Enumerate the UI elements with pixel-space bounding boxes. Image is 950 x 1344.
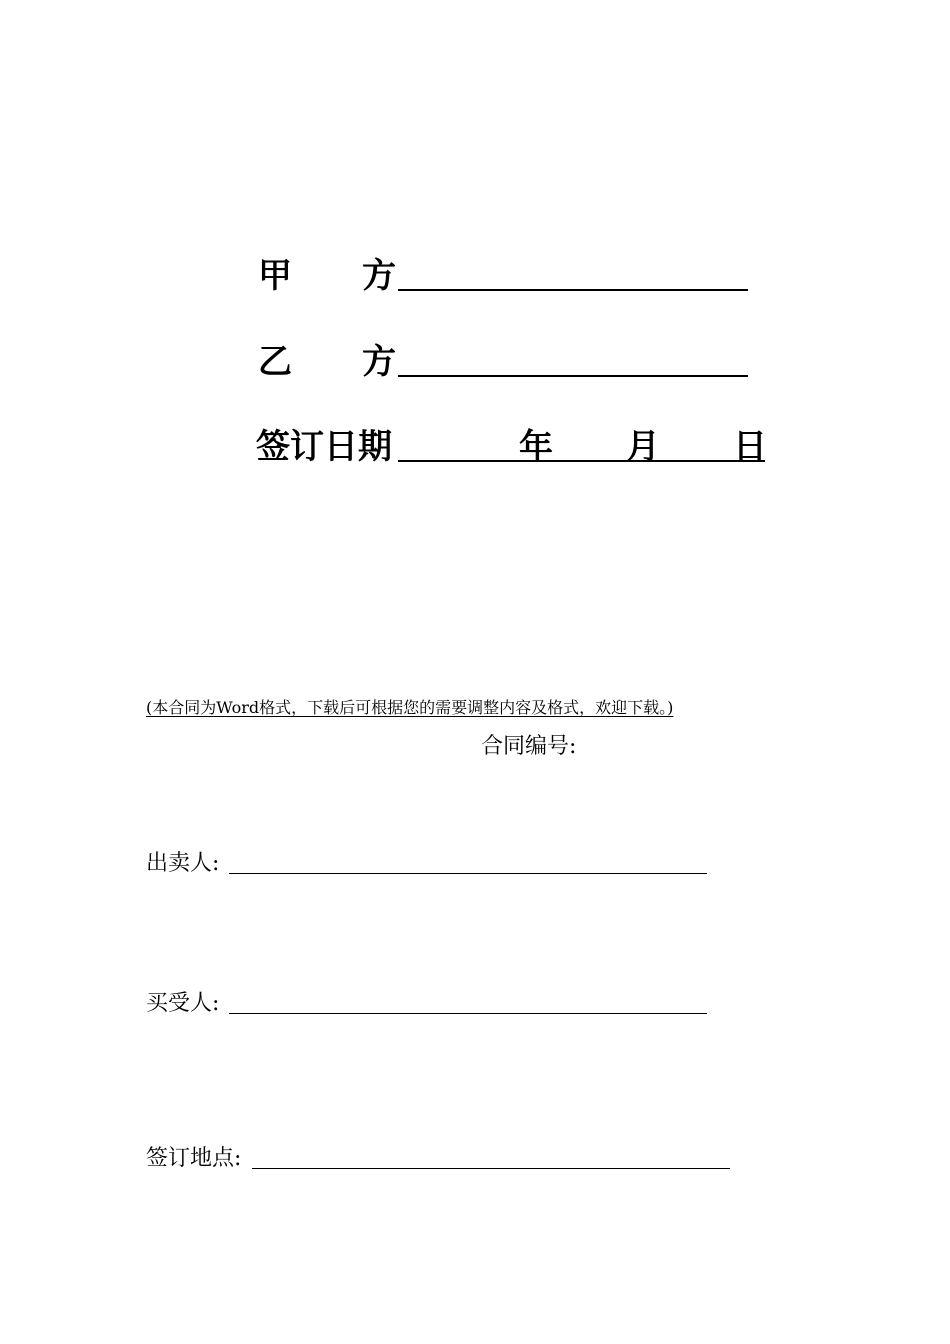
party-b-label-char1: 乙	[258, 342, 292, 382]
buyer-label: 买受人:	[146, 991, 220, 1016]
seller-label: 出卖人:	[146, 851, 220, 876]
buyer-blank-line[interactable]	[229, 1013, 707, 1014]
sign-place-blank-line[interactable]	[252, 1168, 730, 1169]
party-b-label-char2: 方	[362, 342, 396, 382]
seller-blank-line[interactable]	[229, 873, 707, 874]
party-b-blank-line[interactable]	[398, 375, 748, 377]
sign-date-label: 签订日期	[256, 427, 392, 467]
sign-date-blank-line[interactable]	[398, 460, 765, 462]
sign-place-label: 签订地点:	[146, 1146, 242, 1171]
party-a-blank-line[interactable]	[398, 289, 748, 291]
sign-date-year: 年	[519, 427, 553, 467]
sign-date-month: 月	[626, 427, 660, 467]
party-a-label-char1: 甲	[258, 256, 292, 296]
format-note: (本合同为Word格式，下载后可根据您的需要调整内容及格式，欢迎下载。)	[146, 698, 674, 717]
contract-number-label: 合同编号:	[481, 734, 577, 759]
sign-date-day: 日	[733, 427, 767, 467]
party-a-label-char2: 方	[362, 256, 396, 296]
